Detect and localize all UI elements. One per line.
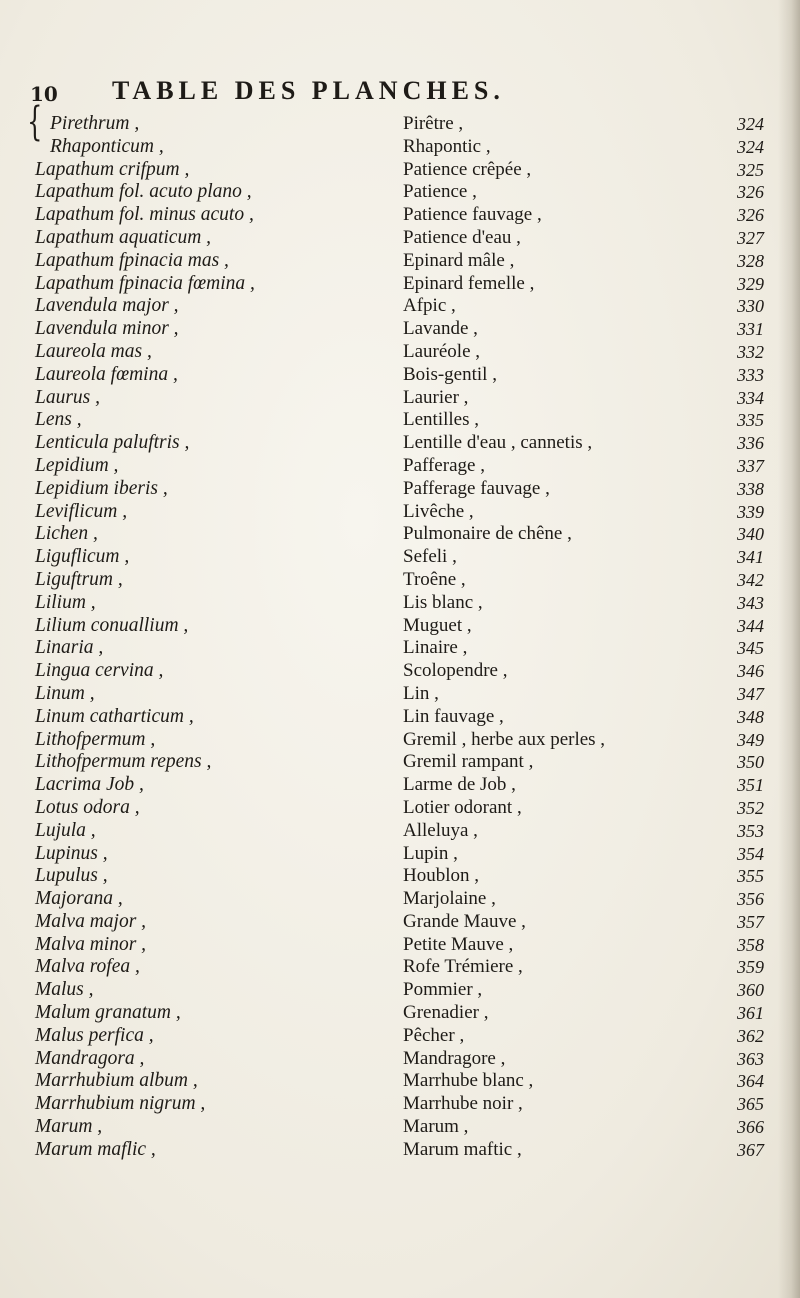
index-row bbox=[0, 318, 800, 341]
plate-number: 358 bbox=[737, 934, 764, 955]
french-name: Epinard femelle , bbox=[403, 272, 535, 294]
french-name: Houblon , bbox=[403, 865, 479, 887]
french-name: Lentille d'eau , cannetis , bbox=[403, 432, 593, 454]
plate-number: 366 bbox=[737, 1117, 764, 1138]
index-row bbox=[0, 250, 800, 273]
index-row bbox=[0, 1002, 800, 1025]
index-row bbox=[0, 273, 800, 296]
latin-name: Lapathum fol. minus acuto , bbox=[35, 204, 254, 226]
brace-mark: { bbox=[27, 99, 43, 145]
index-row bbox=[0, 843, 800, 866]
latin-name: Lapathum aquaticum , bbox=[35, 226, 212, 248]
running-title: TABLE DES PLANCHES. bbox=[112, 76, 505, 105]
index-row bbox=[0, 523, 800, 546]
plate-number: 330 bbox=[737, 296, 764, 317]
index-row bbox=[0, 227, 800, 250]
index-row bbox=[0, 1093, 800, 1116]
plate-number: 338 bbox=[737, 478, 764, 499]
plate-number: 354 bbox=[737, 843, 764, 864]
french-name: Gremil rampant , bbox=[403, 751, 534, 773]
plate-number: 336 bbox=[737, 433, 764, 454]
latin-name: Lepidium , bbox=[35, 454, 119, 476]
latin-name: Lapathum fpinacia mas , bbox=[35, 249, 229, 271]
index-row bbox=[0, 409, 800, 432]
french-name: Linaire , bbox=[403, 637, 468, 659]
index-row bbox=[0, 159, 800, 182]
index-row bbox=[0, 341, 800, 364]
plate-number: 352 bbox=[737, 797, 764, 818]
latin-name: Malva minor , bbox=[35, 933, 147, 955]
index-row bbox=[0, 660, 800, 683]
index-row bbox=[0, 387, 800, 410]
index-row bbox=[0, 911, 800, 934]
french-name: Sefeli , bbox=[403, 546, 457, 568]
latin-name: Leviflicum , bbox=[35, 500, 128, 522]
index-row bbox=[0, 956, 800, 979]
index-row bbox=[0, 364, 800, 387]
index-row bbox=[0, 979, 800, 1002]
index-row bbox=[0, 546, 800, 569]
index-row bbox=[0, 1025, 800, 1048]
plate-number: 353 bbox=[737, 820, 764, 841]
latin-name: Malus , bbox=[35, 979, 94, 1001]
plate-number: 347 bbox=[737, 683, 764, 704]
plate-number: 324 bbox=[737, 114, 764, 134]
plate-number: 361 bbox=[737, 1003, 764, 1024]
index-row bbox=[0, 478, 800, 501]
plate-number: 350 bbox=[737, 752, 764, 773]
plate-number: 333 bbox=[737, 364, 764, 385]
latin-name: Lens , bbox=[35, 409, 82, 431]
latin-name: Lilium , bbox=[35, 591, 96, 613]
latin-name: Laureola fœmina , bbox=[35, 363, 178, 385]
index-row bbox=[0, 295, 800, 318]
index-row bbox=[0, 774, 800, 797]
plate-number: 363 bbox=[737, 1048, 764, 1069]
index-row bbox=[0, 683, 800, 706]
plate-number: 345 bbox=[737, 638, 764, 659]
latin-name: Lujula , bbox=[35, 819, 96, 841]
latin-name: Malva major , bbox=[35, 910, 147, 932]
index-row bbox=[0, 751, 800, 774]
latin-name: Lavendula minor , bbox=[35, 318, 179, 340]
latin-name: Lithofpermum repens , bbox=[35, 751, 212, 773]
french-name: Rhapontic , bbox=[403, 135, 491, 157]
index-row bbox=[0, 136, 800, 159]
french-name: Muguet , bbox=[403, 614, 472, 636]
plate-number: 341 bbox=[737, 547, 764, 568]
plate-number: 327 bbox=[737, 227, 764, 248]
plate-number: 342 bbox=[737, 569, 764, 590]
plate-number: 351 bbox=[737, 775, 764, 796]
index-row bbox=[0, 934, 800, 957]
plate-number: 335 bbox=[737, 410, 764, 431]
latin-name: Lithofpermum , bbox=[35, 728, 156, 750]
latin-name: Marrhubium album , bbox=[35, 1070, 198, 1092]
plate-number: 359 bbox=[737, 957, 764, 978]
plate-number: 339 bbox=[737, 501, 764, 522]
index-row bbox=[0, 204, 800, 227]
latin-name: Lenticula paluftris , bbox=[35, 432, 190, 454]
plate-number: 343 bbox=[737, 592, 764, 613]
index-row bbox=[0, 615, 800, 638]
index-row bbox=[0, 820, 800, 843]
plate-number: 355 bbox=[737, 866, 764, 887]
index-row bbox=[0, 1070, 800, 1093]
latin-name: Lupulus , bbox=[35, 865, 108, 887]
plate-number: 329 bbox=[737, 273, 764, 294]
french-name: Patience d'eau , bbox=[403, 226, 521, 248]
french-name: Rofe Trémiere , bbox=[403, 956, 523, 978]
latin-name: Laurus , bbox=[35, 386, 101, 408]
french-name: Patience fauvage , bbox=[403, 204, 542, 226]
plate-number: 357 bbox=[737, 911, 764, 932]
latin-name: Pirethrum , bbox=[50, 113, 140, 134]
french-name: Pulmonaire de chêne , bbox=[403, 523, 572, 545]
french-name: Pommier , bbox=[403, 979, 483, 1001]
plate-number: 326 bbox=[737, 205, 764, 226]
french-name: Patience , bbox=[403, 181, 477, 203]
index-row bbox=[0, 501, 800, 524]
latin-name: Lingua cervina , bbox=[35, 660, 164, 682]
index-row bbox=[0, 706, 800, 729]
latin-name: Liguflicum , bbox=[35, 546, 130, 568]
index-row bbox=[0, 181, 800, 204]
french-name: Marum , bbox=[403, 1116, 469, 1138]
french-name: Patience crêpée , bbox=[403, 158, 532, 180]
french-name: Troêne , bbox=[403, 568, 466, 590]
index-row bbox=[0, 113, 800, 136]
french-name: Lin fauvage , bbox=[403, 705, 504, 727]
latin-name: Linum catharticum , bbox=[35, 705, 194, 727]
french-name: Marjolaine , bbox=[403, 888, 496, 910]
french-name: Lentilles , bbox=[403, 409, 479, 431]
french-name: Livêche , bbox=[403, 500, 474, 522]
french-name: Marum maftic , bbox=[403, 1138, 522, 1160]
latin-name: Lilium conuallium , bbox=[35, 614, 189, 636]
plate-number: 337 bbox=[737, 455, 764, 476]
french-name: Pafferage fauvage , bbox=[403, 477, 550, 499]
french-name: Alleluya , bbox=[403, 819, 478, 841]
french-name: Pafferage , bbox=[403, 454, 485, 476]
page-header bbox=[0, 72, 800, 112]
latin-name: Lavendula major , bbox=[35, 295, 179, 317]
french-name: Marrhube blanc , bbox=[403, 1070, 534, 1092]
latin-name: Malum granatum , bbox=[35, 1002, 181, 1024]
latin-name: Marum maflic , bbox=[35, 1138, 156, 1160]
french-name: Lin , bbox=[403, 682, 439, 704]
plate-number: 324 bbox=[737, 136, 764, 157]
plate-number: 348 bbox=[737, 706, 764, 727]
latin-name: Lacrima Job , bbox=[35, 774, 144, 796]
latin-name: Lotus odora , bbox=[35, 796, 140, 818]
index-row bbox=[0, 1139, 800, 1162]
french-name: Epinard mâle , bbox=[403, 249, 515, 271]
latin-name: Lepidium iberis , bbox=[35, 477, 168, 499]
plate-number: 326 bbox=[737, 182, 764, 203]
latin-name: Malus perfica , bbox=[35, 1024, 154, 1046]
latin-name: Linaria , bbox=[35, 637, 104, 659]
index-row bbox=[0, 455, 800, 478]
index-row bbox=[0, 637, 800, 660]
french-name: Larme de Job , bbox=[403, 774, 516, 796]
french-name: Lis blanc , bbox=[403, 591, 483, 613]
plate-number: 340 bbox=[737, 524, 764, 545]
french-name: Petite Mauve , bbox=[403, 933, 514, 955]
index-row bbox=[0, 888, 800, 911]
index-row bbox=[0, 432, 800, 455]
latin-name: Laureola mas , bbox=[35, 340, 152, 362]
index-row bbox=[0, 569, 800, 592]
plate-number: 334 bbox=[737, 387, 764, 408]
latin-name: Majorana , bbox=[35, 888, 123, 910]
plate-number: 328 bbox=[737, 250, 764, 271]
french-name: Gremil , herbe aux perles , bbox=[403, 728, 606, 750]
plate-number: 365 bbox=[737, 1094, 764, 1115]
plate-number: 367 bbox=[737, 1139, 764, 1160]
index-row bbox=[0, 592, 800, 615]
plate-number: 362 bbox=[737, 1025, 764, 1046]
index-row bbox=[0, 797, 800, 820]
latin-name: Marum , bbox=[35, 1116, 103, 1138]
plate-index-table bbox=[0, 113, 800, 1162]
french-name: Afpic , bbox=[403, 295, 456, 317]
plate-number: 325 bbox=[737, 159, 764, 180]
french-name: Pêcher , bbox=[403, 1024, 465, 1046]
plate-number: 349 bbox=[737, 729, 764, 750]
french-name: Lauréole , bbox=[403, 340, 481, 362]
index-row bbox=[0, 1048, 800, 1071]
plate-number: 360 bbox=[737, 980, 764, 1001]
latin-name: Lapathum fpinacia fœmina , bbox=[35, 272, 255, 294]
latin-name: Lapathum crifpum , bbox=[35, 158, 190, 180]
latin-name: Mandragora , bbox=[35, 1047, 145, 1069]
plate-number: 332 bbox=[737, 341, 764, 362]
plate-number: 331 bbox=[737, 319, 764, 340]
french-name: Marrhube noir , bbox=[403, 1093, 523, 1115]
french-name: Lupin , bbox=[403, 842, 458, 864]
french-name: Scolopendre , bbox=[403, 660, 508, 682]
french-name: Grande Mauve , bbox=[403, 910, 526, 932]
latin-name: Liguftrum , bbox=[35, 568, 123, 590]
french-name: Bois-gentil , bbox=[403, 363, 497, 385]
latin-name: Linum , bbox=[35, 682, 95, 704]
index-row bbox=[0, 729, 800, 752]
latin-name: Lupinus , bbox=[35, 842, 108, 864]
french-name: Laurier , bbox=[403, 386, 469, 408]
plate-number: 344 bbox=[737, 615, 764, 636]
french-name: Mandragore , bbox=[403, 1047, 506, 1069]
french-name: Lavande , bbox=[403, 318, 478, 340]
plate-number: 356 bbox=[737, 889, 764, 910]
plate-number: 364 bbox=[737, 1071, 764, 1092]
page-number: 10 bbox=[30, 82, 58, 106]
latin-name: Lapathum fol. acuto plano , bbox=[35, 181, 252, 203]
french-name: Lotier odorant , bbox=[403, 796, 522, 818]
latin-name: Rhaponticum , bbox=[50, 135, 164, 157]
index-row bbox=[0, 865, 800, 888]
index-row bbox=[0, 1116, 800, 1139]
latin-name: Marrhubium nigrum , bbox=[35, 1093, 206, 1115]
latin-name: Lichen , bbox=[35, 523, 98, 545]
latin-name: Malva rofea , bbox=[35, 956, 140, 978]
french-name: Grenadier , bbox=[403, 1002, 489, 1024]
french-name: Pirêtre , bbox=[403, 113, 464, 134]
plate-number: 346 bbox=[737, 661, 764, 682]
